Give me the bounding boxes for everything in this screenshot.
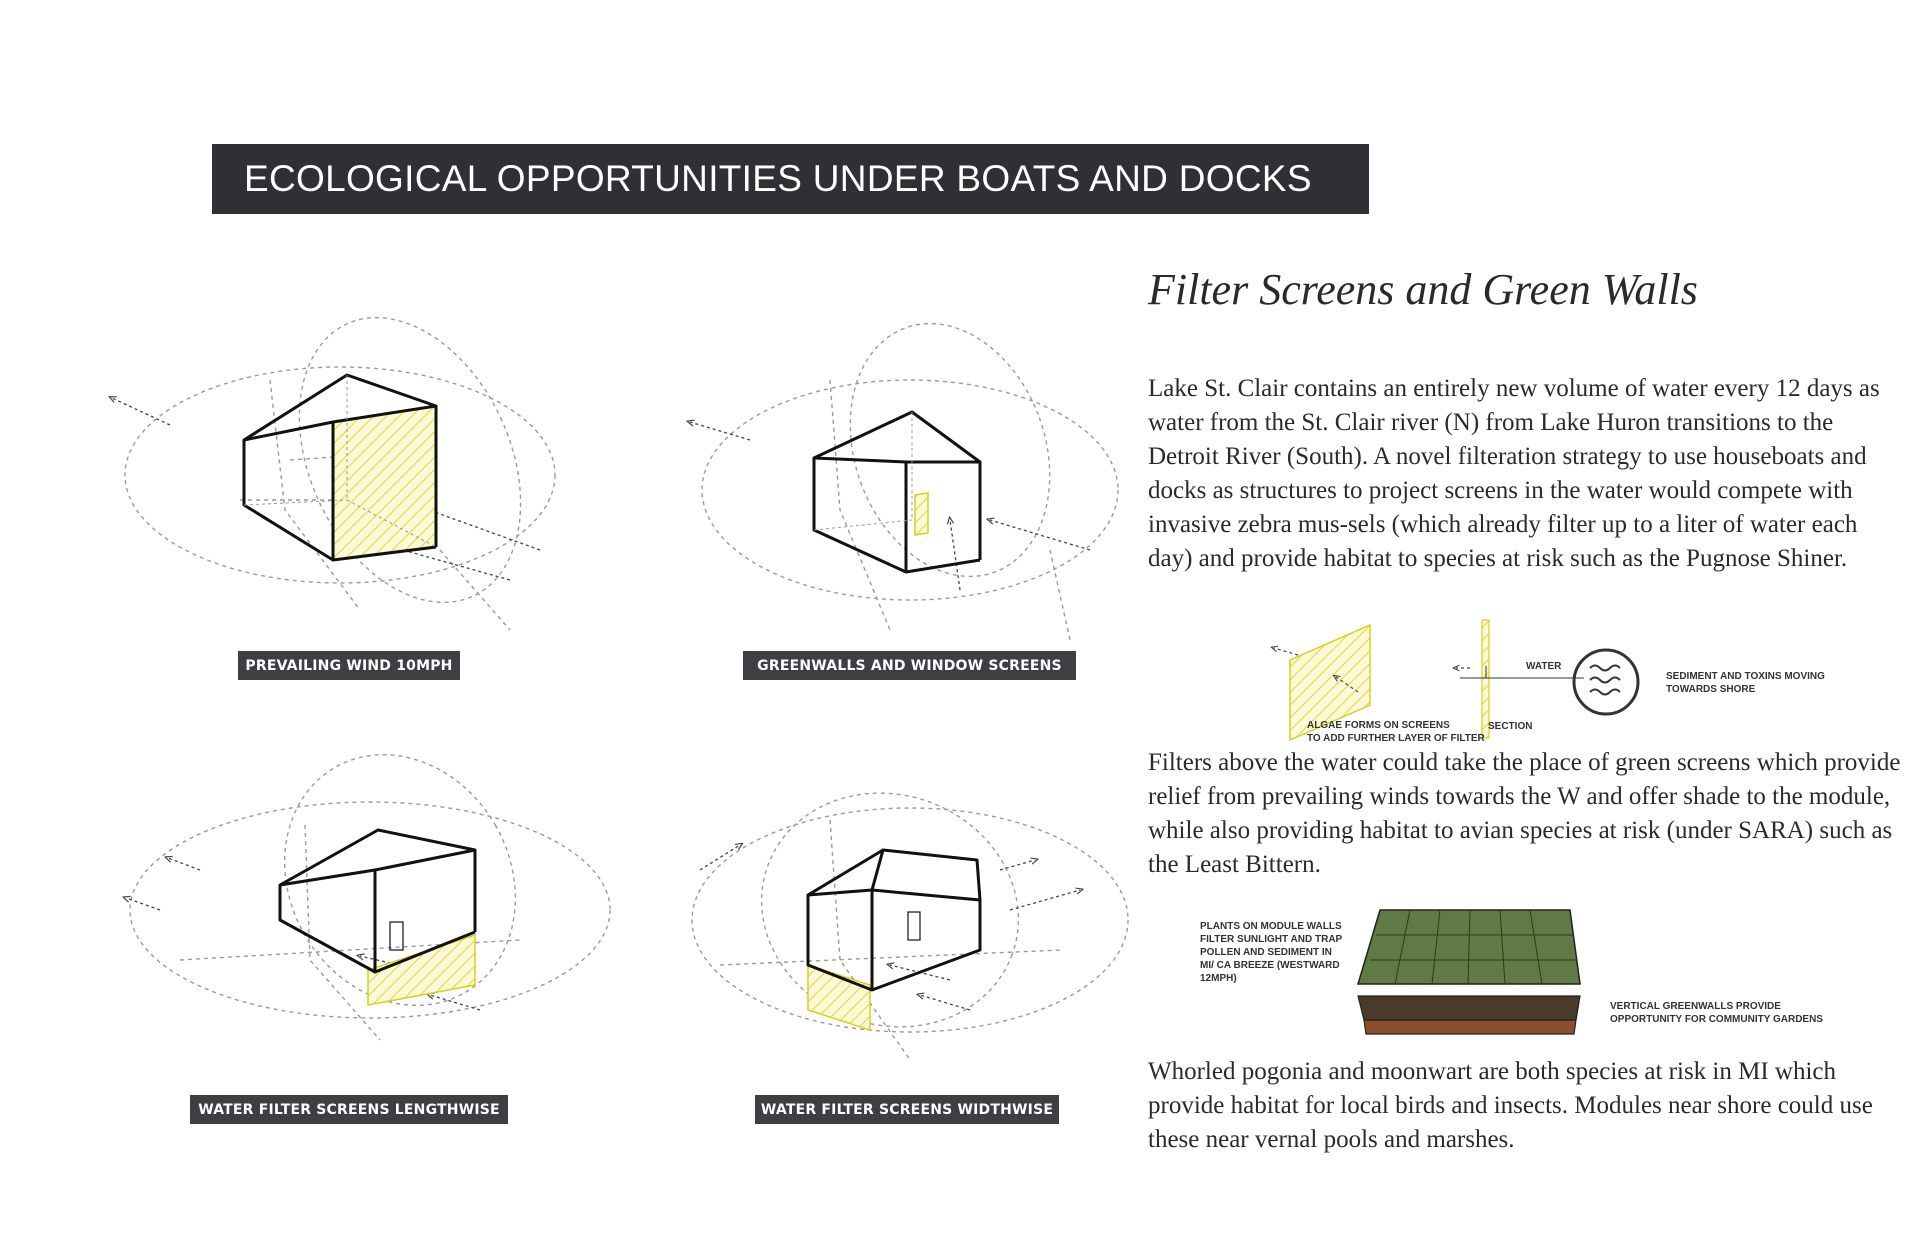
diagram-prevailing-wind: [110, 310, 570, 640]
legend-section-text: SECTION: [1488, 721, 1533, 732]
label-prevailing-wind: PREVAILING WIND 10MPH: [238, 651, 460, 680]
greenwall-module-illustration: [1350, 900, 1580, 1040]
legend-water-text: WATER: [1526, 661, 1562, 672]
label-widthwise: WATER FILTER SCREENS WIDTHWISE: [755, 1095, 1059, 1124]
page-title: ECOLOGICAL OPPORTUNITIES UNDER BOATS AND DOCKS: [212, 144, 1369, 214]
label-lengthwise: WATER FILTER SCREENS LENGTHWISE: [190, 1095, 508, 1124]
legend-vertical-text: VERTICAL GREENWALLS PROVIDE OPPORTUNITY FOR COMMUNITY GARDENS: [1610, 1001, 1823, 1025]
legend-algae-text: ALGAE FORMS ON SCREENS TO ADD FURTHER LAYER OF FILTER: [1307, 720, 1485, 744]
paragraph-filters-above-water: Filters above the water could take the place of green screens which provide relief from prevailing winds towards the W and offer shade to the module, while also providing habitat to avian species at risk (under SARA) such as the Least Bittern.: [1148, 749, 1901, 878]
paragraph-whorled-pogonia: Whorled pogonia and moonwart are both species at risk in MI which provide habitat for local birds and insects. Modules near shore could use these near vernal pools and marshes.: [1148, 1058, 1873, 1153]
paragraph-lake-st-clair: Lake St. Clair contains an entirely new volume of water every 12 days as water from the St. Clair river (N) from Lake Huron transitions to the Detroit River (South). A novel filteration strategy to use houseboats and docks as structures to project screens in the water would compete with invasive zebra mus-sels (which already filter up to a liter of water each day) and provide habitat to species at risk such as the Pugnose Shiner.: [1148, 375, 1880, 572]
diagram-greenwalls: [690, 340, 1120, 660]
diagram-lengthwise: [120, 760, 620, 1060]
legend-sediment-text: SEDIMENT AND TOXINS MOVING TOWARDS SHORE: [1666, 671, 1825, 695]
label-greenwalls: GREENWALLS AND WINDOW SCREENS: [743, 651, 1076, 680]
section-subtitle: Filter Screens and Green Walls: [1148, 265, 1698, 314]
diagram-widthwise: [680, 760, 1140, 1070]
legend-plants-text: PLANTS ON MODULE WALLS FILTER SUNLIGHT AND TRAP POLLEN AND SEDIMENT IN MI/ CA BREEZE (WESTWARD 12MPH): [1200, 921, 1343, 984]
